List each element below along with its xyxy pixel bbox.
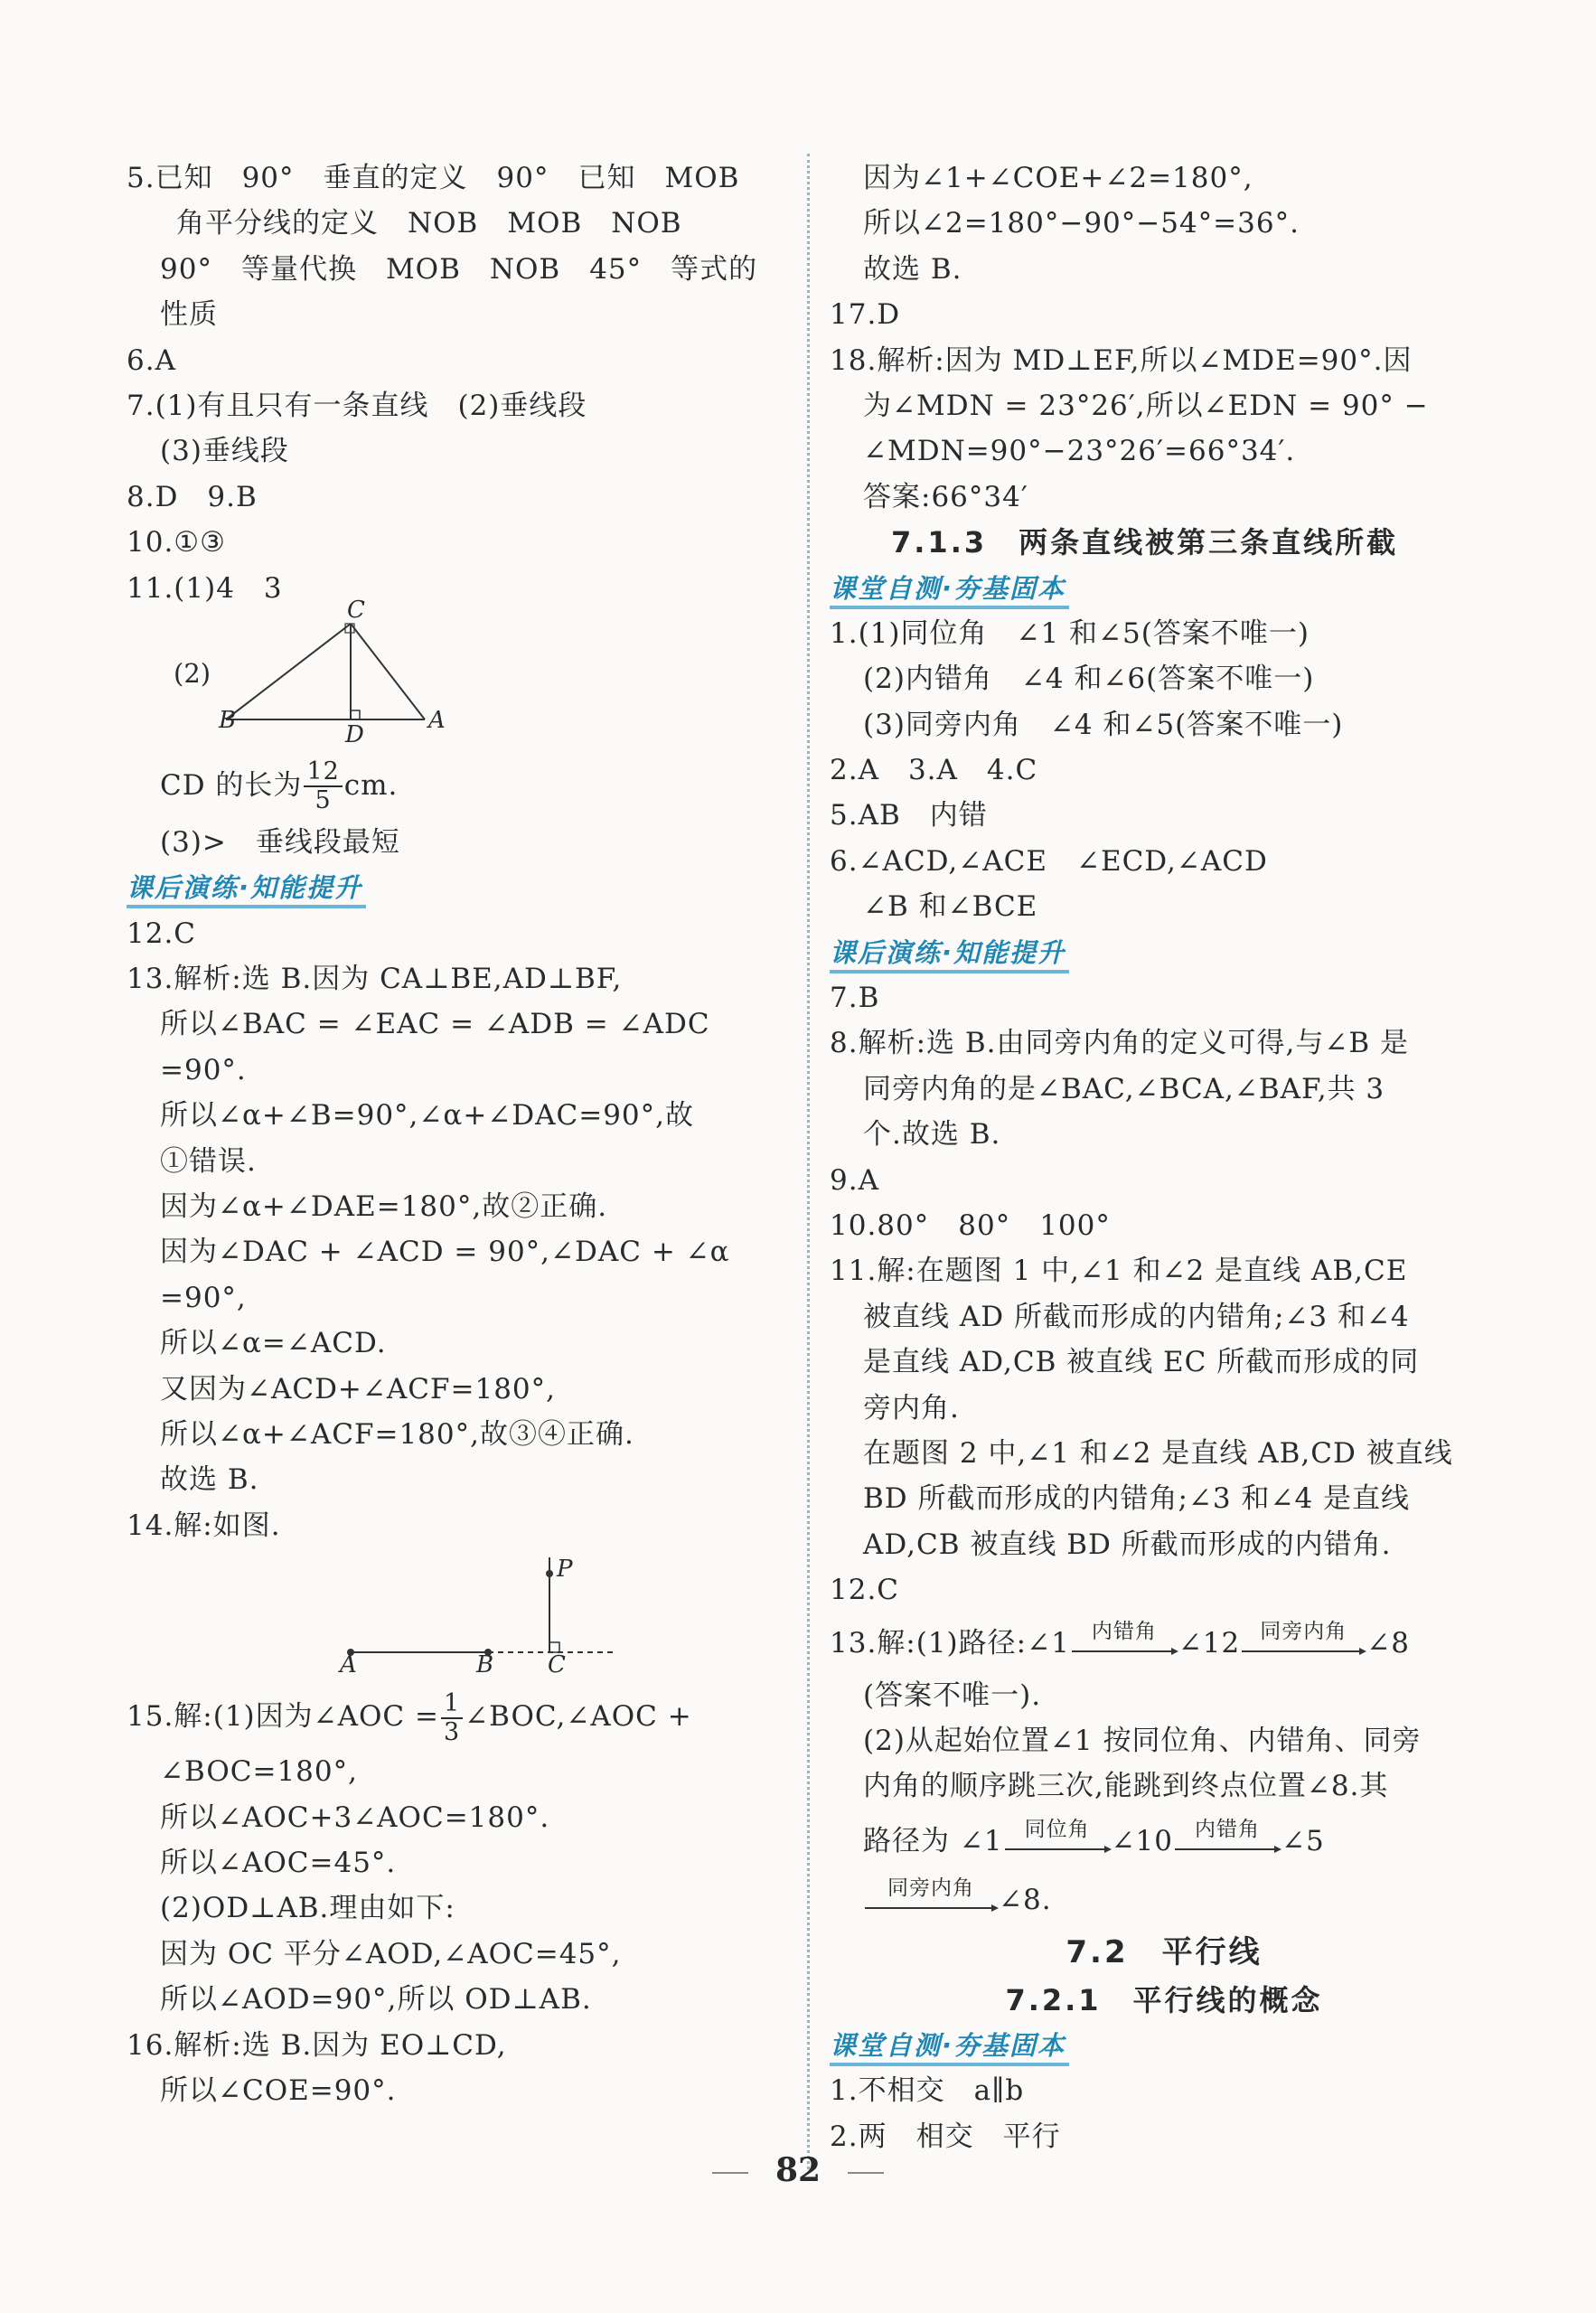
arrow-right-icon	[1240, 1647, 1366, 1656]
arrow-same-side-2: 同旁内角	[863, 1878, 999, 1923]
answer-7: 7.B	[830, 982, 880, 1015]
answer-11-part3: (3)> 垂线段最短	[160, 825, 400, 859]
answer-13-line3: (2)从起始位置∠1 按同位角、内错角、同旁	[863, 1724, 1422, 1757]
section-tag-after-class-2: 课后演练·知能提升	[830, 930, 1498, 975]
triangle-figure	[127, 596, 786, 751]
arrow-same-side: 同旁内角	[1240, 1622, 1366, 1667]
answer-14: 14.解:如图.	[127, 1509, 281, 1542]
answer-5: 5.AB 内错	[830, 799, 988, 832]
triangle-diagram	[208, 611, 569, 751]
label-P: P	[557, 1556, 573, 1584]
answer-18-line2: 为∠MDN = 23°26′,所以∠EDN = 90° −	[863, 389, 1429, 422]
answer-13-line5: ①错误.	[160, 1144, 257, 1178]
answer-11-line7: AD,CB 被直线 BD 所截而形成的内错角.	[863, 1528, 1392, 1561]
answer-11-line6: BD 所截而形成的内错角;∠3 和∠4 是直线	[863, 1482, 1411, 1516]
answer-18-answer: 答案:66°34′	[863, 480, 1028, 513]
answer-18-line3: ∠MDN=90°−23°26′=66°34′.	[863, 435, 1296, 468]
arrow-right-icon	[1173, 1845, 1281, 1854]
arrow-inner-alternate: 内错角	[1070, 1622, 1178, 1667]
label-B: B	[219, 706, 237, 734]
answer-13-line1: 13.解析:选 B.因为 CA⊥BE,AD⊥BF,	[127, 963, 623, 996]
answer-11-line1: 11.解:在题图 1 中,∠1 和∠2 是直线 AB,CE	[830, 1255, 1408, 1288]
answer-5-line3: 90° 等量代换 MOB NOB 45° 等式的	[160, 252, 758, 286]
fraction-1-3: $\frac{1}{3}$	[441, 1690, 463, 1746]
answer-7-line2: (3)垂线段	[160, 435, 289, 468]
section-tag-after-class: 课后演练·知能提升	[127, 865, 786, 910]
perpendicular-diagram	[307, 1548, 723, 1684]
answer-12: 12.C	[127, 917, 197, 950]
answer-13-line2: (答案不唯一).	[863, 1678, 1042, 1712]
label-B2: B	[476, 1651, 494, 1679]
answer-13-line12: 故选 B.	[160, 1463, 259, 1497]
answer-15-line7: 所以∠AOD=90°,所以 OD⊥AB.	[160, 1983, 592, 2017]
answer-5-line2: 角平分线的定义 NOB MOB NOB	[176, 207, 682, 240]
label-A: A	[428, 706, 446, 734]
answer-13-line2: 所以∠BAC = ∠EAC = ∠ADB = ∠ADC	[160, 1008, 710, 1041]
answer-11-line4: 旁内角.	[863, 1391, 960, 1424]
answer-13-line10: 又因为∠ACD+∠ACF=180°,	[160, 1372, 556, 1406]
answer-11-line5: 在题图 2 中,∠1 和∠2 是直线 AB,CD 被直线	[863, 1436, 1453, 1470]
answer-12: 12.C	[830, 1574, 900, 1607]
answer-16-line5: 故选 B.	[863, 252, 962, 286]
answer-10: 10.①③	[127, 526, 226, 559]
answer-13-line4: 所以∠α+∠B=90°,∠α+∠DAC=90°,故	[160, 1099, 695, 1133]
answer-15-line6: 因为 OC 平分∠AOD,∠AOC=45°,	[160, 1937, 622, 1970]
answer-2-parallel: 2.两 相交 平行	[830, 2120, 1061, 2153]
answer-13-path2: 路径为 ∠1 同位角 ∠10 内错角 ∠5	[830, 1810, 1498, 1873]
column-divider	[807, 154, 810, 2169]
page-number: 82	[0, 2151, 1596, 2189]
answer-11-line2: 被直线 AD 所截而形成的内错角;∠3 和∠4	[863, 1300, 1410, 1333]
label-C2: C	[548, 1651, 566, 1679]
answer-8-9: 8.D 9.B	[127, 480, 258, 513]
answer-6-line1: 6.∠ACD,∠ACE ∠ECD,∠ACD	[830, 844, 1268, 878]
answer-17: 17.D	[830, 298, 901, 332]
answer-1-line3: (3)同旁内角 ∠4 和∠5(答案不唯一)	[863, 708, 1344, 741]
arrow-right-icon	[1070, 1647, 1178, 1656]
answer-13-line8: =90°,	[160, 1281, 247, 1314]
answer-2-4: 2.A 3.A 4.C	[830, 754, 1038, 787]
answer-13-line11: 所以∠α+∠ACF=180°,故③④正确.	[160, 1417, 634, 1451]
answer-11-line3: 是直线 AD,CB 被直线 EC 所截而形成的同	[863, 1346, 1420, 1379]
answer-13-line9: 所以∠α=∠ACD.	[160, 1327, 387, 1360]
answer-6-line2: ∠B 和∠BCE	[863, 890, 1038, 924]
answer-13-line4: 内角的顺序跳三次,能跳到终点位置∠8.其	[863, 1770, 1389, 1803]
answer-9: 9.A	[830, 1163, 879, 1197]
answer-15-line5: (2)OD⊥AB.理由如下:	[160, 1892, 455, 1925]
answer-1-parallel: 1.不相交 a∥b	[830, 2074, 1025, 2108]
answer-5-line4: 性质	[160, 298, 218, 332]
answer-16-line2: 所以∠COE=90°.	[160, 2073, 397, 2107]
fraction-12-5: $\frac{12}{5}$	[304, 758, 342, 814]
perpendicular-figure	[127, 1548, 786, 1684]
answer-16-line3: 因为∠1+∠COE+∠2=180°,	[863, 162, 1253, 194]
answer-13-line6: 因为∠α+∠DAE=180°,故②正确.	[160, 1190, 608, 1224]
arrow-right-icon	[863, 1904, 999, 1913]
figure-part-label: (2)	[174, 657, 211, 689]
answer-15-line1: 15.解:(1)因为∠AOC = $\frac{1}{3}$ ∠BOC,∠AOC +	[127, 1688, 692, 1746]
left-column	[127, 155, 786, 2113]
answer-15-line3: 所以∠AOC+3∠AOC=180°.	[160, 1801, 550, 1834]
answer-6: 6.A	[127, 343, 176, 377]
answer-8-line2: 同旁内角的是∠BAC,∠BCA,∠BAF,共 3	[863, 1072, 1385, 1105]
arrow-corresponding: 同位角	[1003, 1819, 1112, 1865]
answer-8-line3: 个.故选 B.	[863, 1118, 1001, 1152]
answer-13-line3: =90°.	[160, 1053, 247, 1086]
section-heading-7-1-3: 7.1.3 两条直线被第三条直线所截	[891, 525, 1399, 560]
section-heading-7-2-1: 7.2.1 平行线的概念	[1005, 1982, 1323, 2017]
answer-8-line1: 8.解析:选 B.由同旁内角的定义可得,与∠B 是	[830, 1027, 1409, 1060]
answer-11-line1: 11.(1)4 3	[127, 571, 283, 605]
page-number-dash-left	[712, 2172, 748, 2174]
answer-18-line1: 18.解析:因为 MD⊥EF,所以∠MDE=90°.因	[830, 343, 1413, 377]
answer-1-line1: 1.(1)同位角 ∠1 和∠5(答案不唯一)	[830, 616, 1310, 650]
label-C: C	[347, 596, 365, 624]
arrow-right-icon	[1003, 1845, 1112, 1854]
answer-13-line7: 因为∠DAC + ∠ACD = 90°,∠DAC + ∠α	[160, 1236, 730, 1269]
answer-15-line4: 所以∠AOC=45°.	[160, 1846, 397, 1879]
right-column	[830, 155, 1498, 2159]
answer-15-line2: ∠BOC=180°,	[160, 1755, 358, 1789]
answer-10: 10.80° 80° 100°	[830, 1208, 1111, 1242]
page-number-dash-right	[848, 2172, 884, 2174]
answer-13-path1: 13.解:(1)路径:∠1 内错角 ∠12 同旁内角 ∠8	[830, 1613, 1498, 1673]
label-A2: A	[340, 1651, 357, 1679]
answer-5-line1: 5.已知 90° 垂直的定义 90° 已知 MOB	[127, 162, 740, 194]
section-tag-in-class-2: 课堂自测·夯基固本	[830, 2023, 1498, 2068]
label-D: D	[345, 720, 364, 748]
section-tag-in-class: 课堂自测·夯基固本	[830, 566, 1498, 611]
answer-13-path2-end: 同旁内角 ∠8.	[830, 1873, 1498, 1927]
section-heading-7-2: 7.2 平行线	[1066, 1933, 1263, 1970]
answer-7-line1: 7.(1)有且只有一条直线 (2)垂线段	[127, 389, 587, 422]
cd-length: CD 的长为 $\frac{12}{5}$ cm.	[160, 757, 399, 815]
answer-16-line4: 所以∠2=180°−90°−54°=36°.	[863, 207, 1300, 240]
answer-1-line2: (2)内错角 ∠4 和∠6(答案不唯一)	[863, 663, 1315, 696]
answer-16-line1: 16.解析:选 B.因为 EO⊥CD,	[127, 2028, 507, 2062]
arrow-inner-alternate-2: 内错角	[1173, 1819, 1281, 1865]
